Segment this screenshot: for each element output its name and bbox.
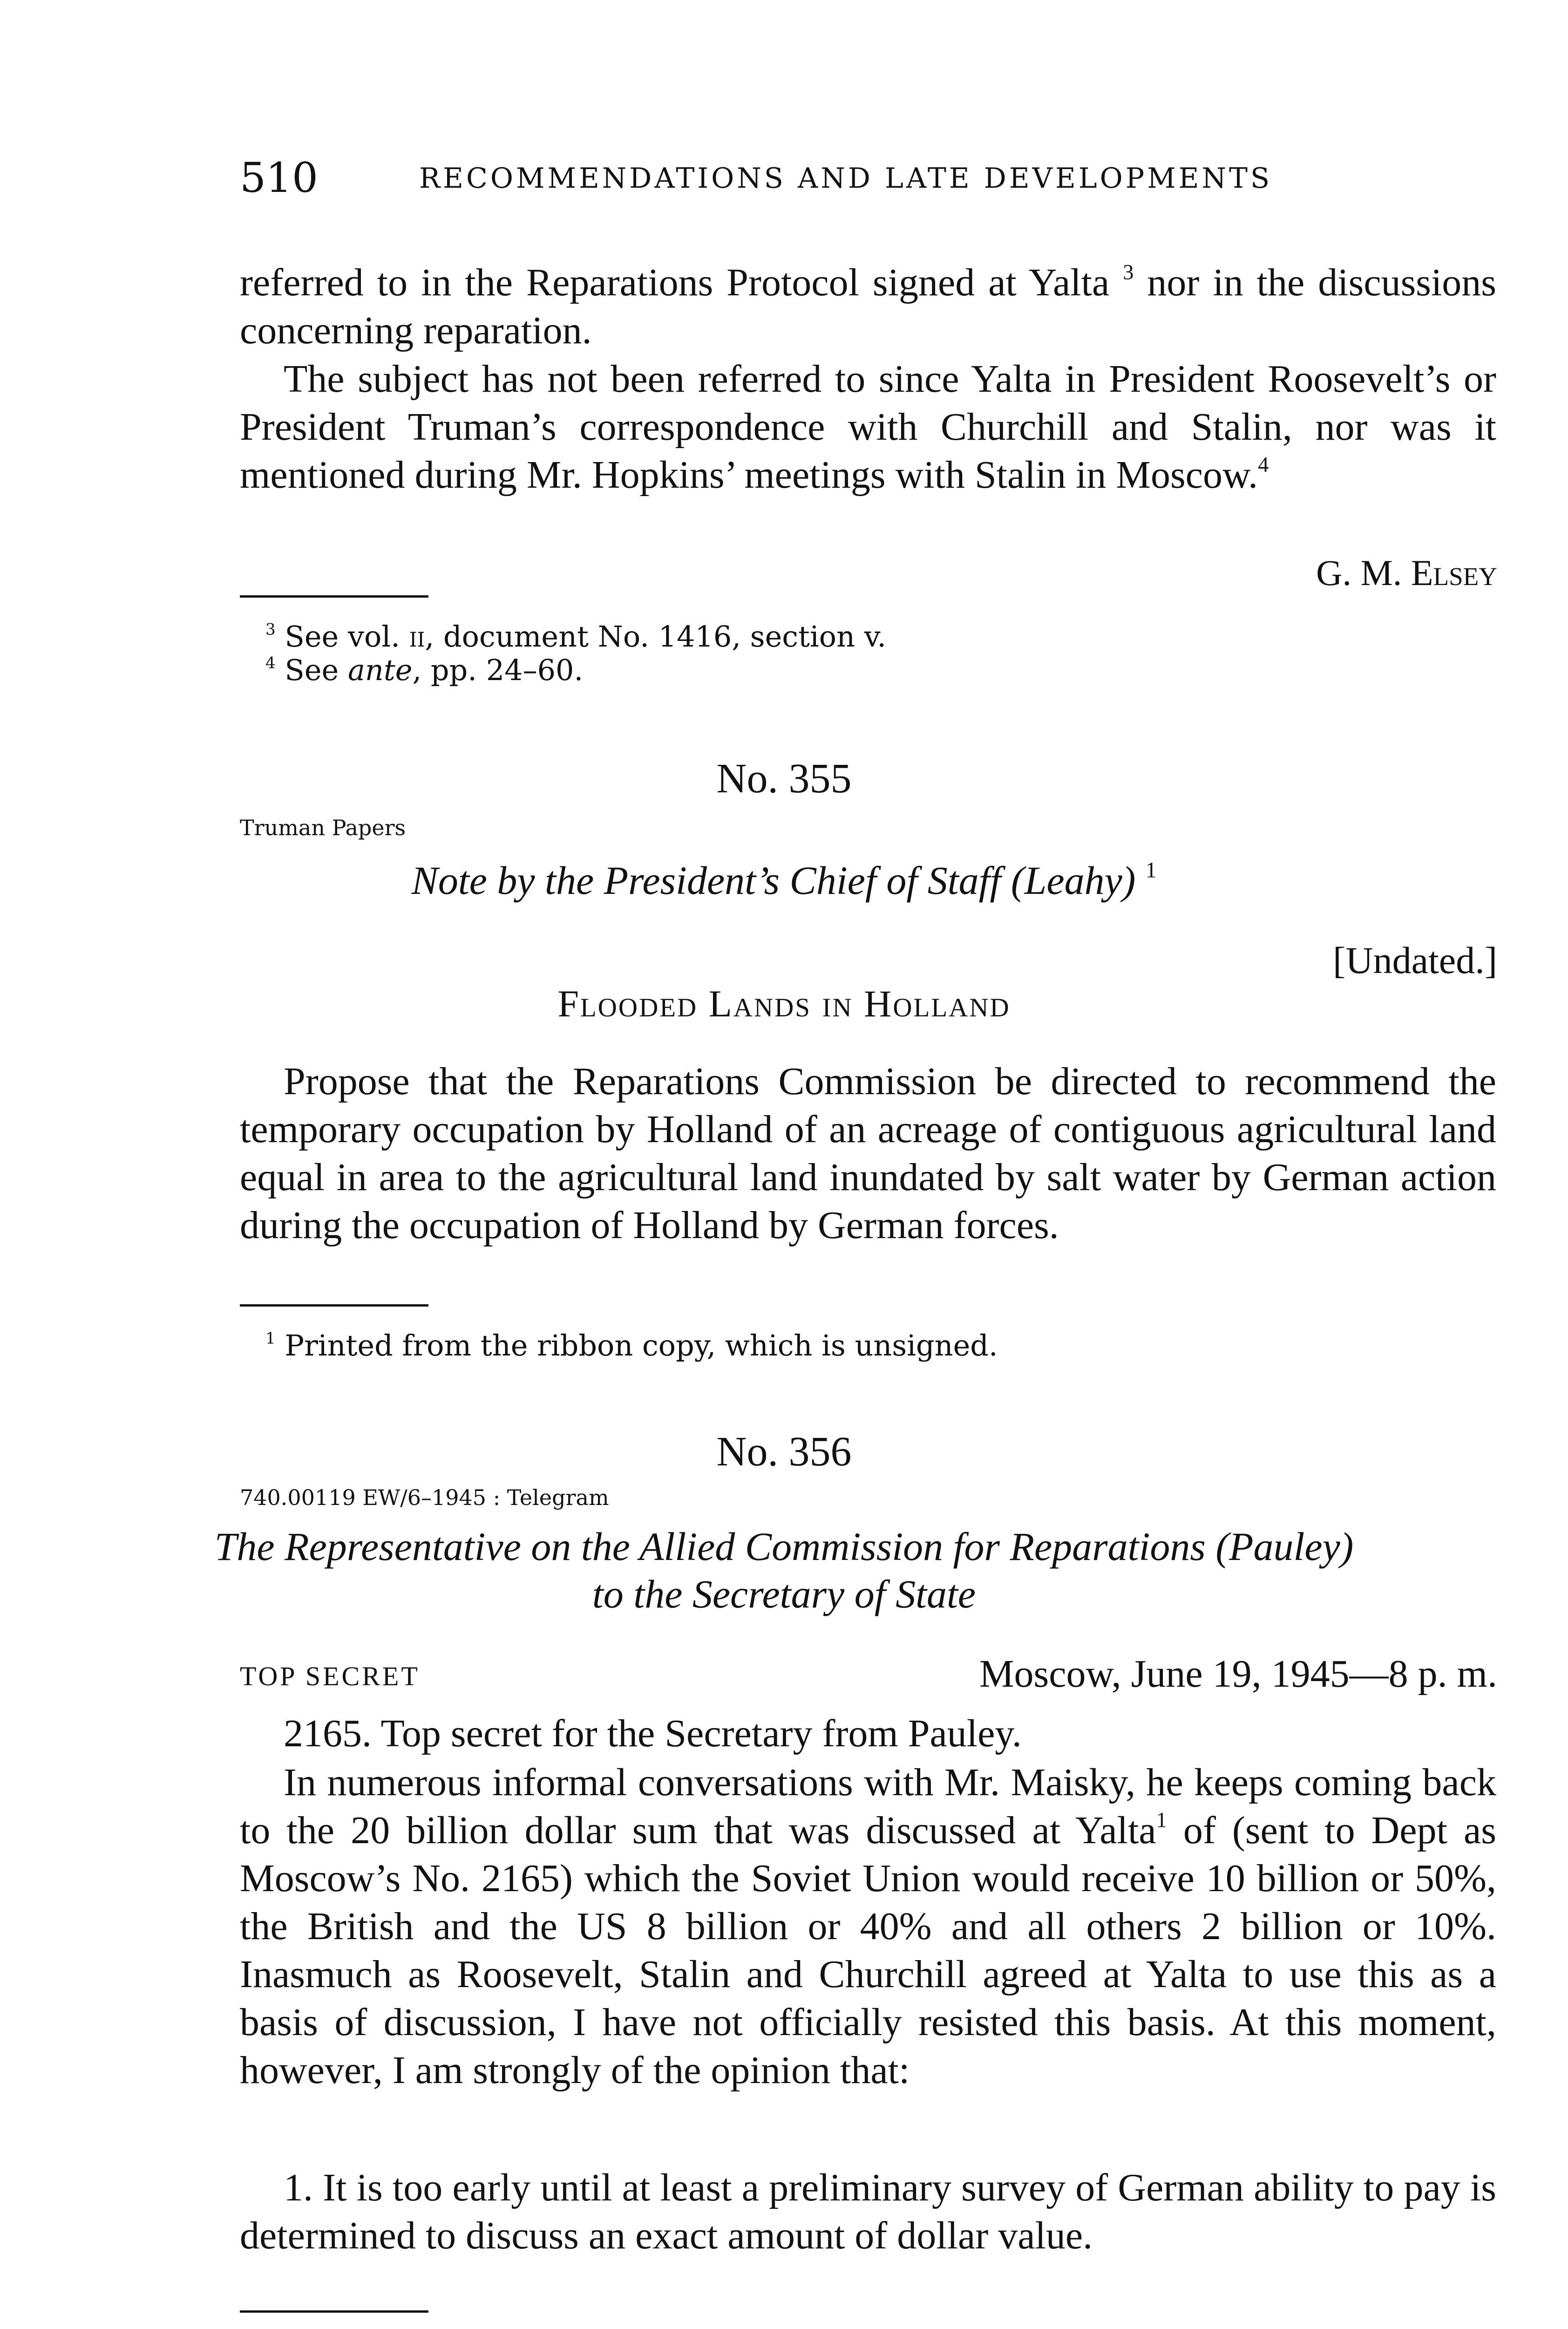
footnote-ref: 1 [1156,1808,1167,1832]
telegram-text: In numerous informal conversations with Mr. Maisky, he keeps coming back to the 20 billion dollar sum that was discussed at Yalta [240,1761,1496,1852]
footnote-ref: 1 [1145,858,1157,883]
footnote-text: , document No. 1416, section v. [425,620,887,654]
document-source-356: 740.00119 EW/6–1945 : Telegram [240,1485,609,1510]
telegram-paragraph-3: 1. It is too early until at least a preliminary survey of German ability to pay is determined to discuss an exact amount of dollar value. [240,2166,1496,2257]
document-title-text: Note by the President’s Chief of Staff (Leahy) [411,858,1136,903]
footnote-355-1 [265,1328,1476,1362]
document-title-355 [0,857,1568,904]
classification: TOP SECRET [240,1661,420,1691]
telegram-paragraph-2 [240,1758,1496,2094]
signature-text: G. M. Elsey [1316,552,1497,593]
document-source-355: Truman Papers [240,815,406,840]
continuation-paragraph-2 [240,355,1496,499]
footnote-3 [265,620,1476,654]
footnote-rule [240,1304,428,1307]
document-title-356-line-1: The Representative on the Allied Commission for Reparations (Pauley) [214,1524,1354,1569]
continuation-text: referred to in the Reparations Protocol signed at Yalta [240,261,1110,304]
footnote-number: 4 [265,654,276,673]
footnote-text: See vol. [275,620,409,654]
running-header [240,154,1497,205]
continuation-paragraph-1 [240,259,1496,354]
dateline: Moscow, June 19, 1945—8 p. m. [979,1652,1497,1696]
document-body-355: Propose that the Reparations Commission be directed to recommend the temporary occupation by Holland of an acreage of contiguous agricultural land equal in area to the agricultural land inundated by salt water by German action during the occupation of Holland by German forces. [240,1060,1496,1247]
page-number: 510 [240,154,318,202]
footnote-number: 1 [265,1329,276,1348]
document-date-355: [Undated.] [1333,939,1497,981]
footnote-4 [265,653,1476,687]
footnote-text: Printed from the ribbon copy, which is unsigned. [275,1328,998,1362]
telegram-text: of (sent to Dept as Moscow’s No. 2165) which the Soviet Union would receive 10 billion or 50%, the British and the US 8 billion or 40% and all others 2 billion or 10%. Inasmuch as Roosevelt, Stalin and Churchill agreed at Yalta to use this as a basis of discussion, I have not officially resisted this basis. At this moment, however, I am strongly of the opinion that: [240,1809,1496,2092]
document-heading-355: Flooded Lands in Holland [557,982,1011,1025]
footnote-ref: 4 [1258,452,1269,477]
running-title: RECOMMENDATIONS AND LATE DEVELOPMENTS [419,162,1273,195]
footnote-text: , pp. 24–60. [412,653,584,687]
footnote-text: See [275,653,348,687]
footnote-rule [240,595,428,598]
document-title-356-line-2: to the Secretary of State [592,1572,976,1616]
document-number-355: No. 355 [716,756,852,802]
footnote-rule [240,2310,428,2313]
signature [1316,552,1497,594]
footnote-number: 3 [265,620,276,639]
document-number-356: No. 356 [716,1429,852,1475]
telegram-paragraph-1: 2165. Top secret for the Secretary from Pauley. [284,1712,1022,1755]
continuation-text: The subject has not been referred to since Yalta in President Roosevelt’s or President Truman’s correspondence with Churchill and Stalin, nor was it mentioned during Mr. Hopkins’ meetings with Stalin in Moscow. [240,357,1496,497]
footnote-volume: ii [409,620,425,654]
footnote-italic: ante [347,653,413,687]
footnote-ref: 3 [1123,260,1134,284]
continuation-text: nor in the discussions concerning reparation. [240,261,1497,352]
